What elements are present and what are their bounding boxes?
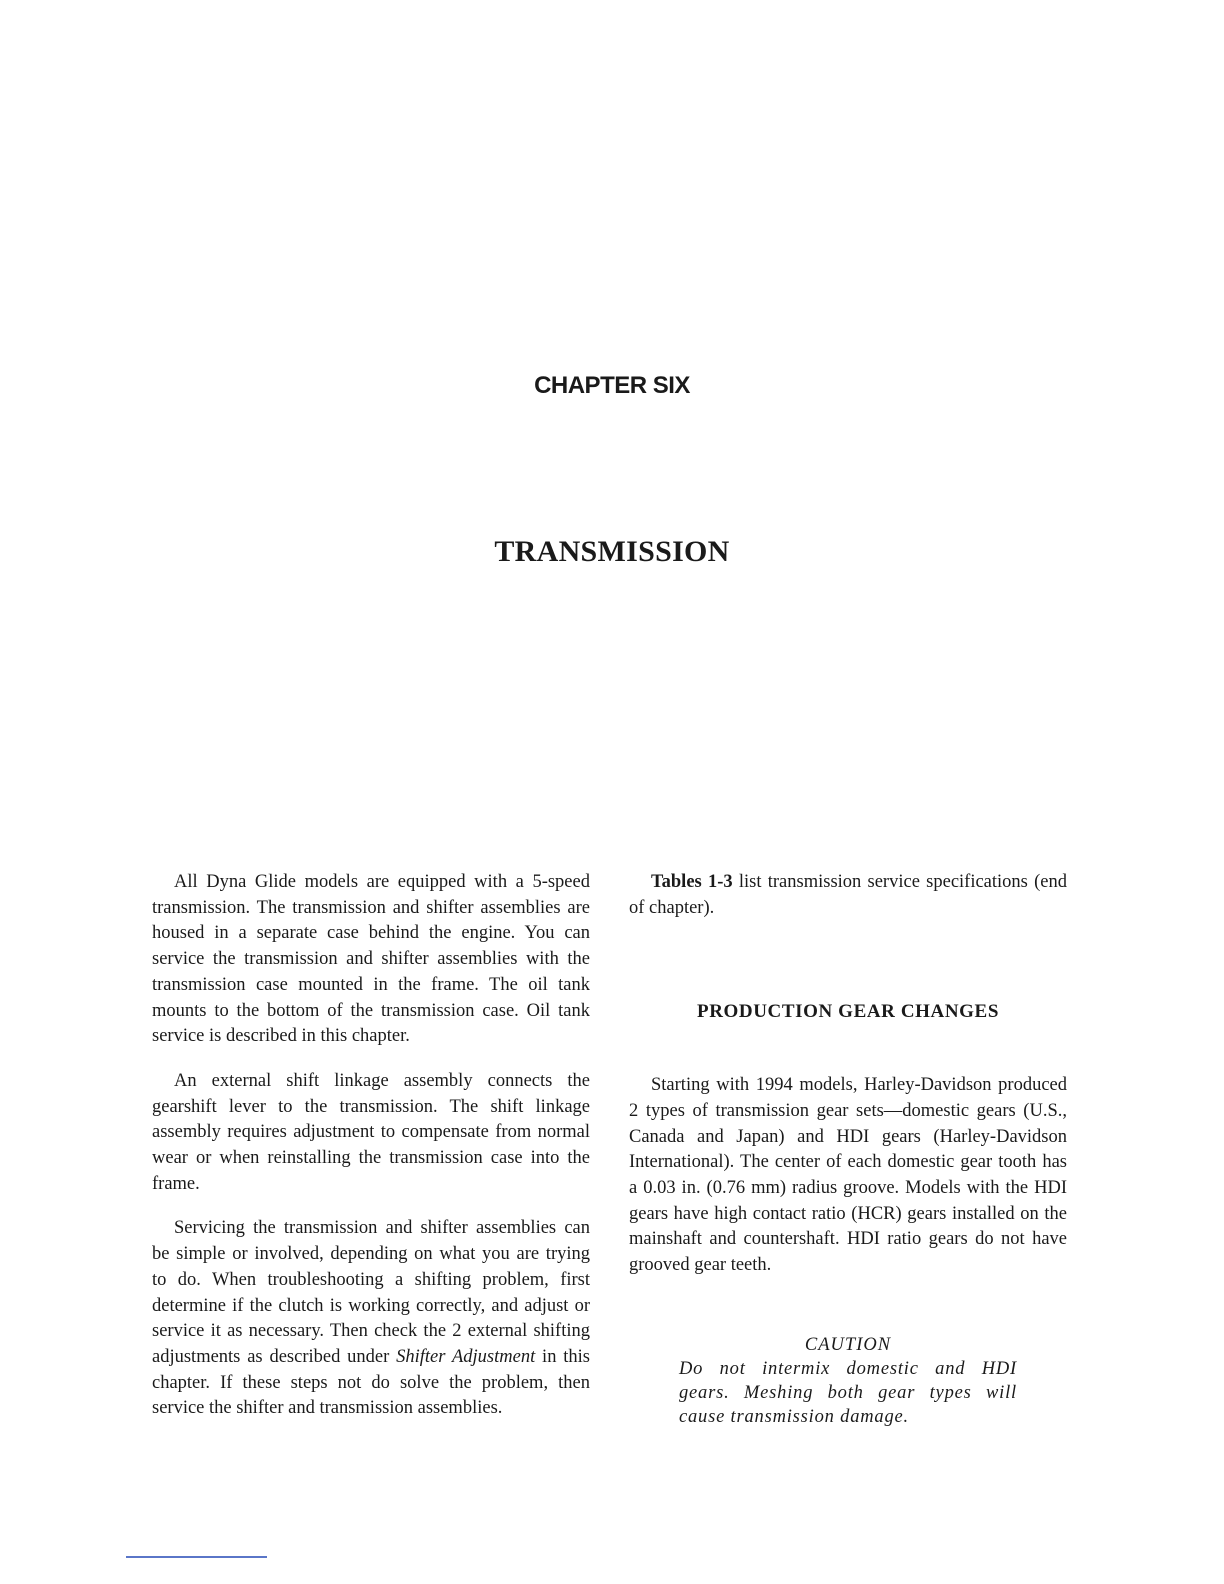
gear-changes-paragraph: Starting with 1994 models, Harley-Davidson produced 2 types of transmission gear sets—domestic gears (U.S., Canada and Japan) and HDI gears (Harley-Davidson International). The center of each domestic gear tooth has a 0.03 in. (0.76 mm) radius groove. Models with the HDI gears have high contact ratio (HCR) gears installed on the mainshaft and countershaft. HDI ratio gears do not have grooved gear teeth. xyxy=(629,1075,1067,1276)
footnote-rule xyxy=(126,1556,267,1558)
tables-reference: Tables 1-3 xyxy=(651,872,733,892)
shifter-adjustment-reference: Shifter Adjustment xyxy=(396,1346,536,1367)
servicing-paragraph xyxy=(152,1216,590,1422)
chapter-label: CHAPTER SIX xyxy=(534,372,690,399)
servicing-text-end: in this chapter. If these steps not do solve the problem, then service the shifter and transmission assemblies. xyxy=(152,1346,591,1419)
caution-text: Do not intermix domestic and HDI gears. Meshing both gear types will cause transmission damage. xyxy=(679,1358,1017,1427)
intro-paragraph: All Dyna Glide models are equipped with a 5-speed transmission. The transmission and shifter assemblies are housed in a separate case behind the engine. You can service the transmission and shifter assemblies with the transmission case mounted in the frame. The oil tank mounts to the bottom of the transmission case. Oil tank service is described in this chapter. xyxy=(152,872,590,1047)
right-column xyxy=(629,870,1067,1429)
tables-text: list transmission service specifications (end of chapter). xyxy=(629,872,1067,918)
left-column xyxy=(152,870,590,1422)
caution-title: CAUTION xyxy=(804,1334,892,1355)
chapter-title: TRANSMISSION xyxy=(494,535,730,568)
shift-linkage-paragraph: An external shift linkage assembly connects the gearshift lever to the transmission. The shift linkage assembly requires adjustment to compensate from normal wear or when reinstalling the transmission case into the frame. xyxy=(152,1070,590,1194)
tables-paragraph xyxy=(629,870,1067,921)
section-heading: PRODUCTION GEAR CHANGES xyxy=(697,1001,999,1023)
servicing-text-start: Servicing the transmission and shifter assemblies can be simple or involved, depending on what you are trying to do. When troubleshooting a shifting problem, first determine if the clutch is working correctly, and adjust or service it as necessary. Then check the 2 external shifting adjustments as described under xyxy=(152,1218,590,1367)
caution-block xyxy=(679,1333,1017,1429)
